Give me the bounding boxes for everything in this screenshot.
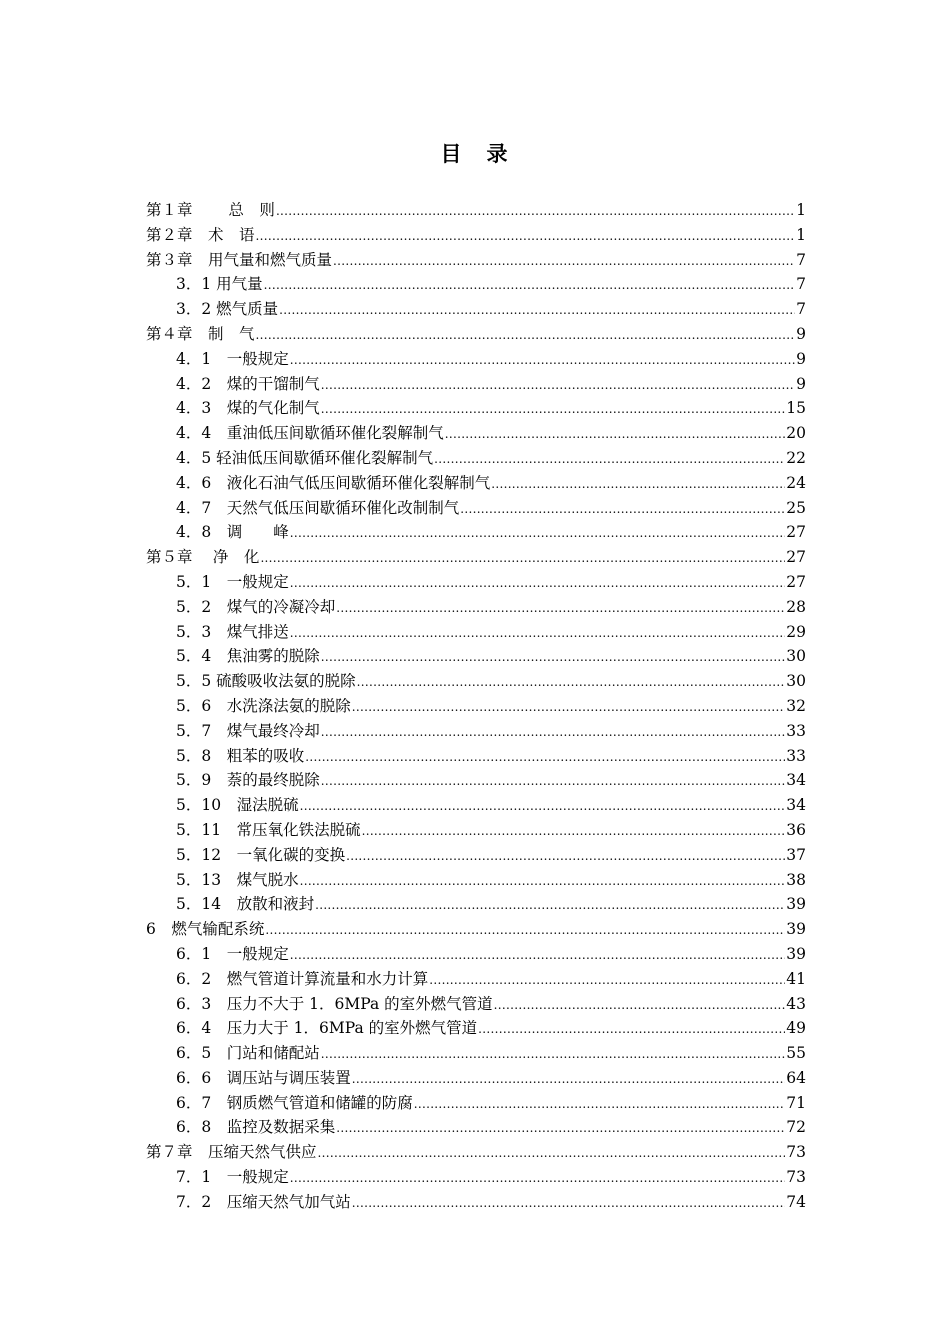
toc-entry-label: 5．11 常压氧化铁法脱硫 bbox=[176, 820, 361, 839]
dot-leader bbox=[315, 899, 785, 911]
dot-leader bbox=[300, 875, 786, 887]
toc-entry[interactable] bbox=[146, 595, 806, 620]
toc-entry[interactable] bbox=[146, 694, 806, 719]
dot-leader bbox=[276, 205, 795, 217]
dot-leader bbox=[434, 453, 785, 465]
dot-leader bbox=[321, 379, 795, 391]
toc-entry-page-number: 27 bbox=[786, 572, 806, 591]
dot-leader bbox=[352, 701, 786, 713]
toc-entry[interactable] bbox=[146, 843, 806, 868]
toc-entry-page-number: 27 bbox=[786, 548, 806, 567]
toc-entry-page-number: 27 bbox=[786, 523, 806, 542]
toc-entry-page-number: 30 bbox=[786, 647, 806, 666]
toc-entry-label: 6．5 门站和储配站 bbox=[176, 1044, 320, 1063]
toc-entry-label: 3．2 燃气质量 bbox=[176, 300, 279, 319]
toc-entry-label: 6 燃气输配系统 bbox=[146, 920, 265, 939]
toc-entry[interactable] bbox=[146, 892, 806, 917]
toc-entry[interactable] bbox=[146, 372, 806, 397]
dot-leader bbox=[414, 1098, 786, 1110]
toc-entry[interactable] bbox=[146, 421, 806, 446]
toc-entry[interactable] bbox=[146, 496, 806, 521]
toc-entry-label: 7．1 一般规定 bbox=[176, 1168, 289, 1187]
dot-leader bbox=[346, 850, 785, 862]
toc-entry-page-number: 29 bbox=[786, 622, 806, 641]
toc-entry-label: 4．6 液化石油气低压间歇循环催化裂解制气 bbox=[176, 473, 491, 492]
toc-entry[interactable] bbox=[146, 520, 806, 545]
dot-leader bbox=[429, 974, 785, 986]
dot-leader bbox=[290, 577, 786, 589]
dot-leader bbox=[352, 1197, 786, 1209]
toc-entry-label: 5．13 煤气脱水 bbox=[176, 870, 299, 889]
dot-leader bbox=[321, 1048, 786, 1060]
toc-entry-label: 5．4 焦油雾的脱除 bbox=[176, 647, 320, 666]
toc-entry[interactable] bbox=[146, 719, 806, 744]
toc-entry-page-number: 24 bbox=[786, 473, 806, 492]
toc-entry-label: 5．2 煤气的冷凝冷却 bbox=[176, 597, 336, 616]
toc-entry-label: 5．14 放散和液封 bbox=[176, 895, 315, 914]
toc-entry-label: 5．10 湿法脱硫 bbox=[176, 796, 299, 815]
toc-entry-label: 5．7 煤气最终冷却 bbox=[176, 721, 320, 740]
toc-entry[interactable] bbox=[146, 545, 806, 570]
toc-entry-page-number: 73 bbox=[786, 1143, 806, 1162]
toc-entry[interactable] bbox=[146, 669, 806, 694]
dot-leader bbox=[494, 999, 786, 1011]
toc-entry-label: 5．1 一般规定 bbox=[176, 572, 289, 591]
toc-entry-page-number: 43 bbox=[786, 994, 806, 1013]
dot-leader bbox=[362, 825, 786, 837]
toc-entry[interactable] bbox=[146, 744, 806, 769]
dot-leader bbox=[305, 751, 785, 763]
toc-entry-label: 6．7 钢质燃气管道和储罐的防腐 bbox=[176, 1093, 413, 1112]
toc-entry-label: 6．4 压力大于 1．6MPa 的室外燃气管道 bbox=[176, 1019, 478, 1038]
toc-entry-label: 6．2 燃气管道计算流量和水力计算 bbox=[176, 969, 429, 988]
dot-leader bbox=[478, 1023, 785, 1035]
toc-entry-page-number: 22 bbox=[786, 448, 806, 467]
toc-entry[interactable] bbox=[146, 992, 806, 1017]
toc-entry-page-number: 72 bbox=[786, 1118, 806, 1137]
toc-entry[interactable] bbox=[146, 396, 806, 421]
toc-entry[interactable] bbox=[146, 1190, 806, 1215]
toc-entry-page-number: 71 bbox=[786, 1093, 806, 1112]
dot-leader bbox=[336, 1122, 785, 1134]
toc-entry-label: 5．3 煤气排送 bbox=[176, 622, 289, 641]
dot-leader bbox=[290, 949, 786, 961]
toc-entry-label: 4．8 调 峰 bbox=[176, 523, 289, 542]
dot-leader bbox=[279, 304, 795, 316]
toc-entry-page-number: 1 bbox=[796, 201, 806, 219]
toc-entry-page-number: 36 bbox=[786, 820, 806, 839]
toc-entry[interactable] bbox=[146, 942, 806, 967]
dot-leader bbox=[321, 726, 786, 738]
toc-entry-label: 5．9 萘的最终脱除 bbox=[176, 771, 320, 790]
toc-entry-page-number: 74 bbox=[786, 1192, 806, 1211]
toc-entry-page-number: 30 bbox=[786, 672, 806, 691]
dot-leader bbox=[491, 478, 785, 490]
toc-entry-label: 5．12 一氧化碳的变换 bbox=[176, 845, 346, 864]
toc-entry-page-number: 38 bbox=[786, 870, 806, 889]
dot-leader bbox=[333, 255, 795, 267]
toc-entry-label: 4．4 重油低压间歇循环催化裂解制气 bbox=[176, 424, 444, 443]
toc-entry[interactable] bbox=[146, 1115, 806, 1140]
toc-entry-label: 4．1 一般规定 bbox=[176, 349, 289, 368]
toc-entry[interactable] bbox=[146, 868, 806, 893]
toc-entry-label: 7．2 压缩天然气加气站 bbox=[176, 1192, 351, 1211]
dot-leader bbox=[290, 1172, 786, 1184]
dot-leader bbox=[290, 354, 795, 366]
toc-entry-page-number: 64 bbox=[786, 1068, 806, 1087]
dot-leader bbox=[300, 800, 786, 812]
toc-entry[interactable] bbox=[146, 446, 806, 471]
toc-entry-page-number: 1 bbox=[796, 225, 806, 244]
toc-entry-label: 5．5 硫酸吸收法氨的脱除 bbox=[176, 672, 356, 691]
toc-entry-label: 5．6 水洗涤法氨的脱除 bbox=[176, 696, 351, 715]
toc-entry-page-number: 39 bbox=[786, 920, 806, 939]
toc-entry[interactable] bbox=[146, 272, 806, 297]
toc-entry[interactable] bbox=[146, 967, 806, 992]
toc-entry-page-number: 33 bbox=[786, 721, 806, 740]
toc-entry[interactable] bbox=[146, 198, 806, 223]
toc-entry[interactable] bbox=[146, 818, 806, 843]
toc-entry-page-number: 34 bbox=[786, 796, 806, 815]
toc-entry[interactable] bbox=[146, 1016, 806, 1041]
toc-entry[interactable] bbox=[146, 248, 806, 273]
toc-entry-page-number: 49 bbox=[786, 1019, 806, 1038]
toc-entry-page-number: 39 bbox=[786, 895, 806, 914]
toc-entry-label: 第５章 净 化 bbox=[146, 548, 260, 567]
dot-leader bbox=[260, 552, 785, 564]
toc-entry-label: 6．6 调压站与调压装置 bbox=[176, 1068, 351, 1087]
toc-entry-label: 6．8 监控及数据采集 bbox=[176, 1118, 336, 1137]
toc-entry-label: 4．3 煤的气化制气 bbox=[176, 399, 320, 418]
dot-leader bbox=[321, 403, 786, 415]
toc-entry-page-number: 7 bbox=[796, 250, 806, 269]
toc-entry-page-number: 28 bbox=[786, 597, 806, 616]
toc-entry[interactable] bbox=[146, 644, 806, 669]
toc-entry-page-number: 39 bbox=[786, 944, 806, 963]
toc-entry-label: 第４章 制 气 bbox=[146, 324, 255, 343]
toc-entry-page-number: 32 bbox=[786, 696, 806, 715]
toc-entry-page-number: 15 bbox=[786, 399, 806, 418]
toc-entry-page-number: 55 bbox=[786, 1044, 806, 1063]
toc-entry[interactable] bbox=[146, 471, 806, 496]
toc-entry[interactable] bbox=[146, 1091, 806, 1116]
toc-entry-label: 第７章 压缩天然气供应 bbox=[146, 1143, 317, 1162]
toc-entry-page-number: 9 bbox=[796, 324, 806, 343]
dot-leader bbox=[352, 1073, 786, 1085]
dot-leader bbox=[357, 676, 786, 688]
toc-entry-label: 6．1 一般规定 bbox=[176, 944, 289, 963]
toc-entry-page-number: 7 bbox=[796, 300, 806, 319]
toc-entry[interactable] bbox=[146, 347, 806, 372]
dot-leader bbox=[321, 651, 786, 663]
dot-leader bbox=[265, 924, 785, 936]
dot-leader bbox=[290, 627, 786, 639]
dot-leader bbox=[264, 279, 795, 291]
toc-entry[interactable] bbox=[146, 570, 806, 595]
toc-entry-page-number: 33 bbox=[786, 746, 806, 765]
dot-leader bbox=[256, 329, 796, 341]
toc-entry-page-number: 7 bbox=[796, 275, 806, 294]
dot-leader bbox=[460, 503, 785, 515]
toc-entry-label: 第１章 总 则 bbox=[146, 201, 275, 219]
toc-entry-label: 3．1 用气量 bbox=[176, 275, 263, 294]
toc-entry[interactable] bbox=[146, 322, 806, 347]
toc-entry-label: 4．5 轻油低压间歇循环催化裂解制气 bbox=[176, 448, 434, 467]
toc-entry-page-number: 25 bbox=[786, 498, 806, 517]
toc-entry-page-number: 37 bbox=[786, 845, 806, 864]
toc-entry-page-number: 20 bbox=[786, 424, 806, 443]
toc-entry-label: 4．2 煤的干馏制气 bbox=[176, 374, 320, 393]
toc-entry[interactable] bbox=[146, 917, 806, 942]
toc-entry[interactable] bbox=[146, 1066, 806, 1091]
toc-entry-label: 6．3 压力不大于 1．6MPa 的室外燃气管道 bbox=[176, 994, 493, 1013]
toc-entry[interactable] bbox=[146, 1140, 806, 1165]
toc-entry-page-number: 9 bbox=[796, 349, 806, 368]
dot-leader bbox=[321, 775, 786, 787]
toc-entry-label: 5．8 粗苯的吸收 bbox=[176, 746, 305, 765]
toc-entry-label: 4．7 天然气低压间歇循环催化改制制气 bbox=[176, 498, 460, 517]
toc-entry-page-number: 34 bbox=[786, 771, 806, 790]
toc-entry[interactable] bbox=[146, 1165, 806, 1190]
toc-title: 目 录 bbox=[440, 141, 510, 166]
toc-entry-page-number: 73 bbox=[786, 1168, 806, 1187]
toc-entry[interactable] bbox=[146, 620, 806, 645]
toc-entry[interactable] bbox=[146, 793, 806, 818]
toc-entry-label: 第３章 用气量和燃气质量 bbox=[146, 250, 333, 269]
toc-entry-page-number: 41 bbox=[786, 969, 806, 988]
toc-entry[interactable] bbox=[146, 223, 806, 248]
dot-leader bbox=[445, 428, 786, 440]
toc-entry-page-number: 9 bbox=[796, 374, 806, 393]
dot-leader bbox=[336, 602, 785, 614]
toc-entry[interactable] bbox=[146, 297, 806, 322]
dot-leader bbox=[290, 527, 786, 539]
table-of-contents bbox=[146, 198, 806, 1215]
toc-entry[interactable] bbox=[146, 768, 806, 793]
dot-leader bbox=[318, 1147, 786, 1159]
toc-entry-label: 第２章 术 语 bbox=[146, 225, 255, 244]
dot-leader bbox=[256, 230, 796, 242]
toc-entry[interactable] bbox=[146, 1041, 806, 1066]
